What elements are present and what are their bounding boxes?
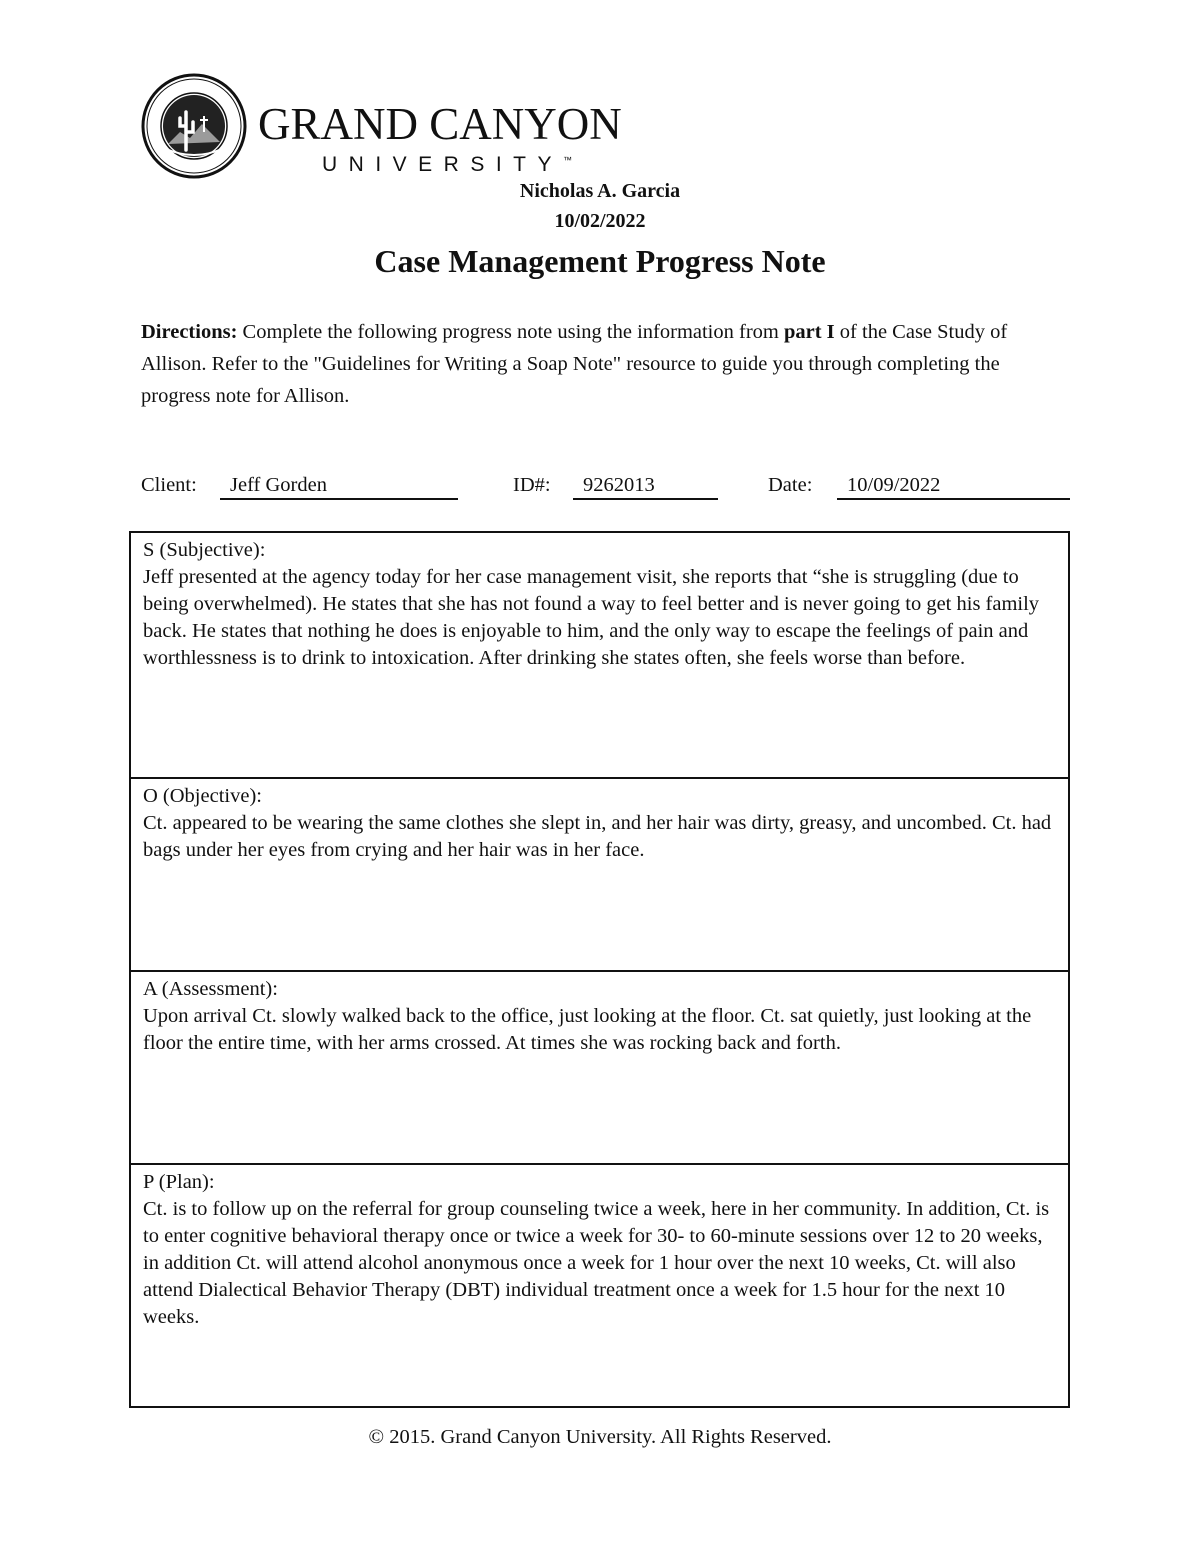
client-label: Client: (141, 474, 197, 496)
page-title: Case Management Progress Note (374, 243, 826, 279)
directions-label: Directions: (141, 321, 238, 343)
objective-cell[interactable] (130, 778, 1069, 971)
plan-cell[interactable] (130, 1164, 1069, 1407)
university-name: GRAND CANYON (258, 99, 622, 149)
university-subtitle: UNIVERSITY™ (322, 153, 573, 176)
objective-label: O (Objective): (143, 785, 262, 807)
assessment-cell[interactable] (130, 971, 1069, 1164)
client-id-field[interactable]: 9262013 (573, 474, 718, 500)
plan-row (130, 1164, 1069, 1407)
assessment-label: A (Assessment): (143, 978, 278, 1000)
plan-text: Ct. is to follow up on the referral for group counseling twice a week, here in her community. In addition, Ct. is to enter cognitive behavioral therapy once or twice a week for 30- to 60-minute sessions over 12 to 20 weeks, in addition Ct. will attend alcohol anonymous once a week for 1 hour over the next 10 weeks, Ct. will also attend Dialectical Behavior Therapy (DBT) individual treatment once a week for 1.5 hour for the next 10 weeks. (143, 1198, 1050, 1328)
client-name-field[interactable]: Jeff Gorden (220, 474, 458, 500)
university-seal-icon (140, 72, 248, 180)
subjective-text: Jeff presented at the agency today for her case management visit, she reports that “she is struggling (due to being overwhelmed). He states that she has not found a way to feel better and is never going to get his family back. He states that nothing he does is enjoyable to him, and the only way to escape the feelings of pain and worthlessness is to drink to intoxication. After drinking she states often, she feels worse than before. (143, 566, 1040, 669)
objective-row (130, 778, 1069, 971)
directions-bold-part: part I (783, 321, 835, 343)
objective-text: Ct. appeared to be wearing the same clothes she slept in, and her hair was dirty, greasy, and uncombed. Ct. had bags under her eyes from crying and her hair was in her face. (143, 812, 1052, 861)
author-name: Nicholas A. Garcia (519, 180, 681, 202)
assessment-row (130, 971, 1069, 1164)
visit-date-field[interactable]: 10/09/2022 (837, 474, 1070, 500)
assessment-text: Upon arrival Ct. slowly walked back to the office, just looking at the floor. Ct. sat quietly, just looking at the floor the entire time, with her arms crossed. At times she was rocking back and forth. (143, 1005, 1032, 1054)
subjective-cell[interactable] (130, 532, 1069, 778)
directions-paragraph: Directions: Complete the following progress note using the information from part I of the Case Study of Allison. Refer to the "Guidelines for Writing a Soap Note" resource to guide you through completing the progress note for Allison. (141, 321, 1008, 407)
soap-note-table (129, 531, 1070, 1408)
document-date: 10/02/2022 (554, 210, 646, 232)
copyright-footer: © 2015. Grand Canyon University. All Rights Reserved. (368, 1426, 832, 1448)
subjective-label: S (Subjective): (143, 539, 266, 561)
plan-label: P (Plan): (143, 1171, 215, 1193)
date-label: Date: (768, 474, 813, 496)
id-label: ID#: (513, 474, 551, 496)
subjective-row (130, 532, 1069, 778)
university-logo (140, 72, 620, 182)
